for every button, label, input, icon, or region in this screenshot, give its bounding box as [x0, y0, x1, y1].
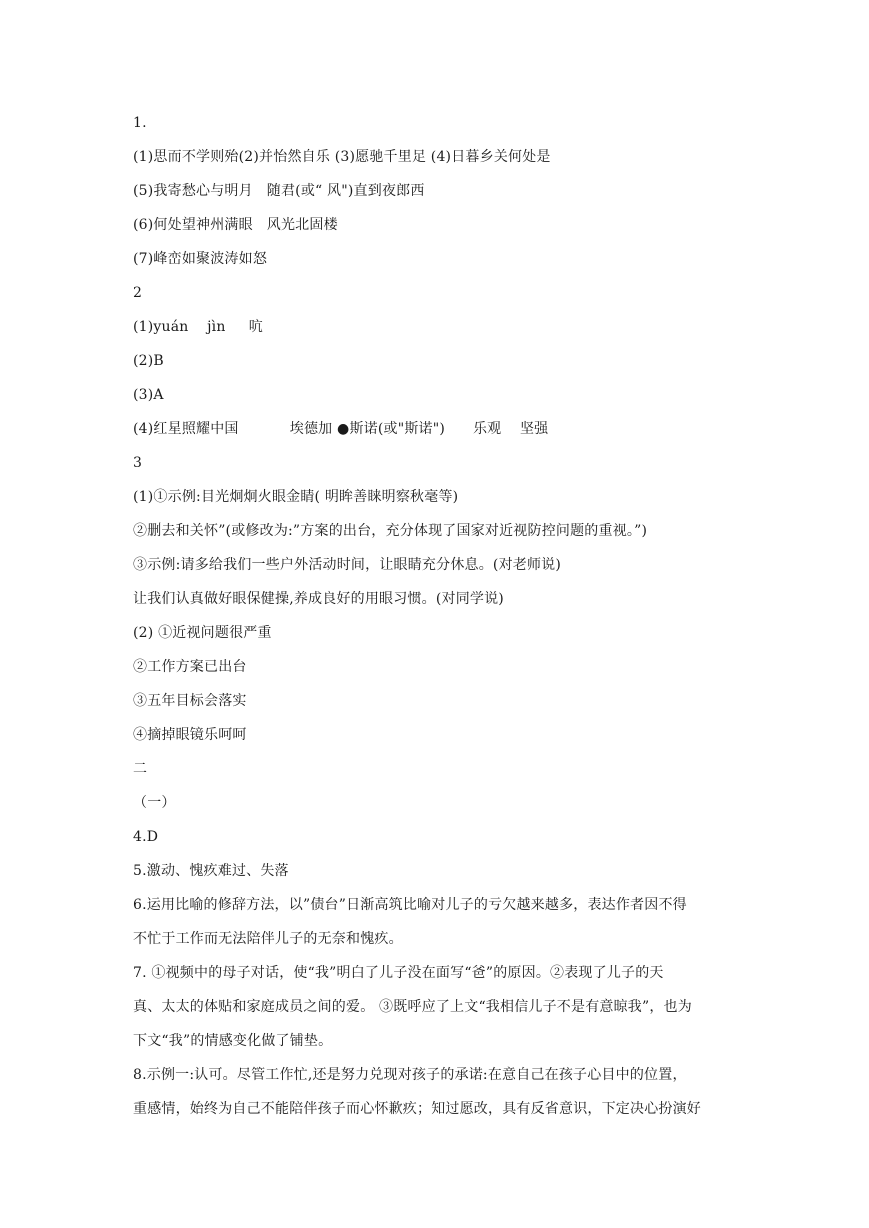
- answer-line: 7. ①视频中的母子对话，使“我”明白了儿子没在面写“爸”的原因。②表现了儿子的天: [133, 965, 664, 981]
- answer-line: (6)何处望神州满眼 风光北固楼: [133, 217, 338, 233]
- answer-line: ④摘掉眼镜乐呵呵: [133, 727, 247, 743]
- answer-line: (7)峰峦如聚波涛如怒: [133, 251, 268, 267]
- answer-line: (2) ①近视问题很严重: [133, 625, 272, 641]
- answer-line: 真、太太的体贴和家庭成员之间的爱。 ③既呼应了上文“我相信儿子不是有意晾我”，也为: [133, 999, 692, 1015]
- answer-line: 让我们认真做好眼保健操,养成良好的用眼习惯。(对同学说): [133, 591, 504, 607]
- answer-line: ③五年目标会落实: [133, 693, 247, 709]
- section-1-heading: 1.: [133, 115, 147, 131]
- answer-line: ②工作方案已出台: [133, 659, 247, 675]
- answer-line: 5.激动、愧疚难过、失落: [133, 863, 289, 879]
- answer-line: (2)B: [133, 353, 164, 369]
- answer-line: 下文“我”的情感变化做了铺垫。: [133, 1033, 333, 1049]
- answer-line: (4)红星照耀中国 埃德加 ●斯诺(或"斯诺") 乐观 坚强: [133, 421, 549, 437]
- section-2-heading: 2: [133, 285, 143, 301]
- subsection-heading: （一）: [133, 795, 176, 811]
- answer-line: 重感情，始终为自己不能陪伴孩子而心怀歉疚；知过愿改，具有反省意识，下定决心扮演好: [133, 1101, 701, 1117]
- answer-line: (1)思而不学则殆(2)并怡然自乐 (3)愿驰千里足 (4)日暮乡关何处是: [133, 149, 551, 165]
- answer-line: ②删去和关怀”(或修改为:”方案的出台，充分体现了国家对近视防控问题的重视。”): [133, 523, 648, 539]
- part-2-heading: 二: [133, 761, 148, 777]
- answer-line: ③示例:请多给我们一些户外活动时间，让眼睛充分休息。(对老师说): [133, 557, 562, 573]
- answer-line: (5)我寄愁心与明月 随君(或“ 风")直到夜郎西: [133, 183, 425, 199]
- section-3-heading: 3: [133, 455, 143, 471]
- answer-text-block: [133, 113, 743, 1133]
- answer-line: 不忙于工作而无法陪伴儿子的无奈和愧疚。: [133, 931, 403, 947]
- answer-line: 8.示例一:认可。尽管工作忙,还是努力兑现对孩子的承诺:在意自己在孩子心目中的位置，: [133, 1067, 687, 1083]
- answer-line: 6.运用比喻的修辞方法，以”债台”日渐高筑比喻对儿子的亏欠越来越多，表达作者因不得: [133, 897, 687, 913]
- answer-line: (1)yuán jìn 吭: [133, 319, 264, 335]
- answer-line: (3)A: [133, 387, 164, 403]
- answer-line: 4.D: [133, 829, 159, 845]
- answer-line: (1)①示例:目光炯炯火眼金睛( 明眸善睐明察秋毫等): [133, 489, 459, 505]
